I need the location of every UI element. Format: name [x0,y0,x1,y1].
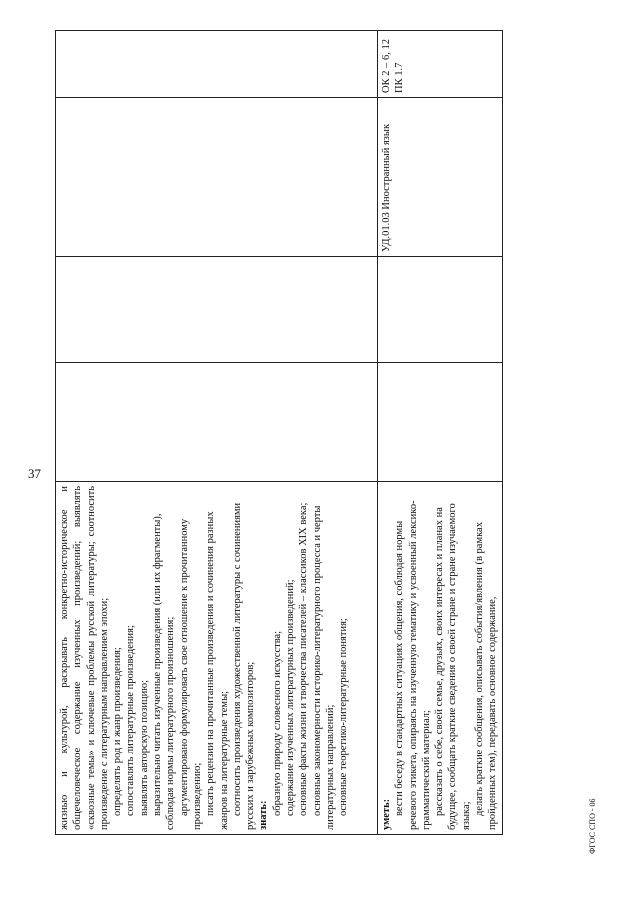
paragraph: писать рецензии на прочитанные произведения и сочинения разных жанров на литературные темы; [205,511,230,830]
skills-cell [56,482,378,835]
hours-cell [378,363,503,482]
paragraph: сопоставлять литературные произведения; [125,625,137,816]
paragraph: определять род и жанр произведения; [112,647,124,816]
paragraph: рассказать о себе, своей семье, друзьях, своих интересах и планах на будущее, сообщать краткие сведения о своей стране и стране изучаемого языка; [434,503,472,830]
paragraph: содержание изученных литературных произведений; [285,579,297,816]
hours-cell [56,363,378,482]
paragraph: выявлять авторскую позицию; [138,679,150,816]
page-number: 37 [28,466,41,481]
paragraph: вести беседу в стандартных ситуациях общения, соблюдая нормы речевого этикета, опираясь на изученную тематику и усвоенный лексико-грамматический материал; [394,500,432,830]
paragraph: соотносить произведения художественной литературы с сочинениями русских и зарубежных композиторов; [231,502,257,830]
paragraph: образную природу словесного искусства; [271,630,283,816]
paragraph: основные закономерности историко-литературного процесса и черты литературных направлений; [311,505,336,830]
table-row [378,31,503,835]
hours-cell [378,257,503,363]
competency-code-cell [56,31,378,98]
paragraph: делать краткие сообщения, описывать события/явления (в рамках пройденных тем), передавать основное содержание, [474,522,499,830]
table [55,30,503,835]
section-heading: уметь: [381,798,392,830]
skills-cell [378,482,503,835]
paragraph: основные факты жизни и творчества писателей – классиков XIX века; [298,502,310,816]
discipline-cell [56,98,378,257]
hours-cell [56,257,378,363]
discipline-cell: УД.01.03 Иностранный язык [378,98,503,257]
paragraph: выразительно читать изученные произведения (или их фрагменты), соблюдая нормы литературного произношения; [152,513,177,830]
footer-code: ФГОС СПО - 06 [588,798,597,854]
paragraph: основные теоретико-литературные понятия; [338,618,350,816]
competency-code-cell: ОК 2 – 6, 12 ПК 1.7 [378,31,503,98]
table-row [56,31,378,835]
paragraph: жизнью и культурой, раскрывать конкретно-историческое и общечеловеческое содержание изученных произведений; выявлять «сквозные темы» и ключевые проблемы русской литературы; соотносить произведение с литературным направлением эпохи; [59,486,110,830]
competency-table [55,39,499,835]
paragraph: аргументировано формулировать свое отношение к прочитанному произведению; [178,518,203,830]
section-heading: знать: [258,800,270,830]
